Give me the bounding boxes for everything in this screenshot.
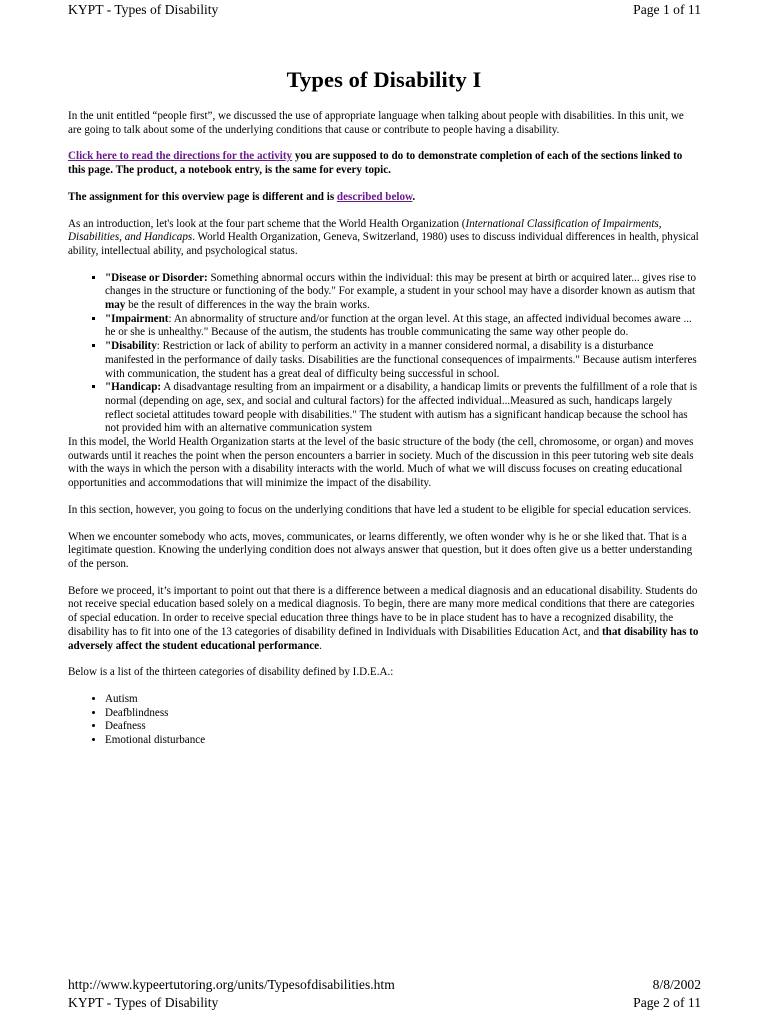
category-item: • Deafblindness xyxy=(105,707,700,721)
who-intro-italic: International Classification of Impairments, Disabilities, and Handicaps xyxy=(68,217,662,244)
next-header-page-number: Page 2 of 11 xyxy=(633,995,701,1010)
footer-url: http://www.kypeertutoring.org/units/Typesofdisabilities.htm xyxy=(68,977,395,992)
directions-text: you are supposed to do to demonstrate completion of each of the sections linked to this page. The product, a notebook entry, is the same for every topic. xyxy=(68,150,683,177)
described-below-link[interactable]: described below xyxy=(336,190,413,203)
page-footer xyxy=(68,977,701,993)
scheme-item-disability xyxy=(105,340,700,381)
directions-link[interactable]: Click here to read the directions for the activity xyxy=(68,150,293,163)
categories-list xyxy=(68,693,700,748)
assignment-paragraph xyxy=(68,191,700,205)
scheme-bold: may xyxy=(105,299,126,312)
section-paragraph: In this section, however, you going to focus on the underlying conditions that have led a student to be eligible for special education services. xyxy=(68,503,692,516)
scheme-item-impairment xyxy=(105,313,700,340)
who-intro-a: As an introduction, let's look at the four part scheme that the World Health Organization ( xyxy=(68,217,466,230)
intro-paragraph: In the unit entitled “people first”, we discussed the use of appropriate language when talking about people with disabilities. In this unit, we are going to talk about some of the underlying conditions that cause or contribute to people having a disability. xyxy=(68,110,684,136)
scheme-list xyxy=(68,272,700,436)
category-item: • Emotional disturbance xyxy=(105,734,700,748)
scheme-term: "Handicap: xyxy=(105,381,162,394)
categories-intro: Below is a list of the thirteen categories of disability defined by I.D.E.A.: xyxy=(68,666,394,679)
directions-paragraph xyxy=(68,150,700,177)
medical-paragraph xyxy=(68,585,700,654)
category-item: • Deafness xyxy=(105,720,700,734)
next-header-title: KYPT - Types of Disability xyxy=(68,995,219,1010)
scheme-term: "Disease or Disorder: xyxy=(105,271,208,284)
document-body xyxy=(68,66,700,748)
page-header xyxy=(68,2,701,18)
scheme-text: Something abnormal occurs within the individual: this may be present at birth or acquired later... gives rise to changes in the structure or functioning of the body." For example, a student in your school may have a disorder known as autism that xyxy=(105,271,697,298)
assignment-end: . xyxy=(412,190,416,203)
assignment-text: The assignment for this overview page is different and is xyxy=(68,190,337,203)
page-title: Types of Disability I xyxy=(286,67,482,92)
category-item: • Autism xyxy=(105,693,700,707)
medical-end: . xyxy=(319,639,322,652)
next-page-header xyxy=(68,995,701,1011)
header-page-number: Page 1 of 11 xyxy=(633,2,701,17)
medical-text: Before we proceed, it’s important to point out that there is a difference between a medical diagnosis and an educational disability. Students do not receive special education based solely on a medical diagnosis. To begin, there are many more medical conditions that there are categories of special education. In order to receive special education three things have to be in place student has to have a recognized disability, the disability has to fit into one of the 13 categories of disability defined in Individuals with Disabilities Education Act, and xyxy=(68,584,698,638)
scheme-term: "Disability xyxy=(105,340,157,353)
encounter-paragraph: When we encounter somebody who acts, moves, communicates, or learns differently, we often wonder why is he or she liked that. That is a legitimate question. Knowing the underlying condition does not always answer that question, but it does often give us a better understanding of the person. xyxy=(68,530,693,570)
model-paragraph: In this model, the World Health Organization starts at the level of the basic structure of the body (the cell, chromosome, or organ) and moves outwards until it reaches the point when the person encounters a barrier in society. Much of the discussion in this peer tutoring web site deals with the ways in which the person with a disability interacts with the world. Much of what we will discuss focuses on creating educational opportunities and accommodations that will minimize the impact of the disability. xyxy=(68,436,694,490)
scheme-text: A disadvantage resulting from an impairment or a disability, a handicap limits or prevents the fulfillment of a role that is normal (depending on age, sex, and social and cultural factors) for the affected individual...Measured as such, handicaps largely reflect societal attitudes toward people with disabilities." The student with autism has a significant handicap because the school has not provided him with an alternative communication system xyxy=(105,381,698,435)
scheme-text: : An abnormality of structure and/or function at the organ level. At this stage, an affected individual becomes aware ... he or she is unhealthy." Because of the autism, the students has trouble communicating the same way other people do. xyxy=(105,312,692,339)
scheme-text: : Restriction or lack of ability to perform an activity in a manner considered normal, a disability is a disturbance manifested in the performance of daily tasks. Disabilities are the functional consequences of impairments." Because autism interferes with communication, the student has a great deal of difficulty being successful in school. xyxy=(105,340,697,380)
header-title: KYPT - Types of Disability xyxy=(68,2,219,17)
scheme-term: "Impairment xyxy=(105,312,169,325)
who-intro-b: . World Health Organization, Geneva, Switzerland, 1980) uses to discuss individual differences in health, physical ability, intellectual ability, and psychological status. xyxy=(68,231,699,257)
scheme-text-end: be the result of differences in the way the brain works. xyxy=(125,299,370,312)
who-intro-paragraph xyxy=(68,218,700,259)
footer-date: 8/8/2002 xyxy=(652,977,701,992)
medical-bold: that disability has to adversely affect the student educational performance xyxy=(68,625,699,652)
scheme-item-disease xyxy=(105,272,700,313)
scheme-item-handicap xyxy=(105,381,700,436)
